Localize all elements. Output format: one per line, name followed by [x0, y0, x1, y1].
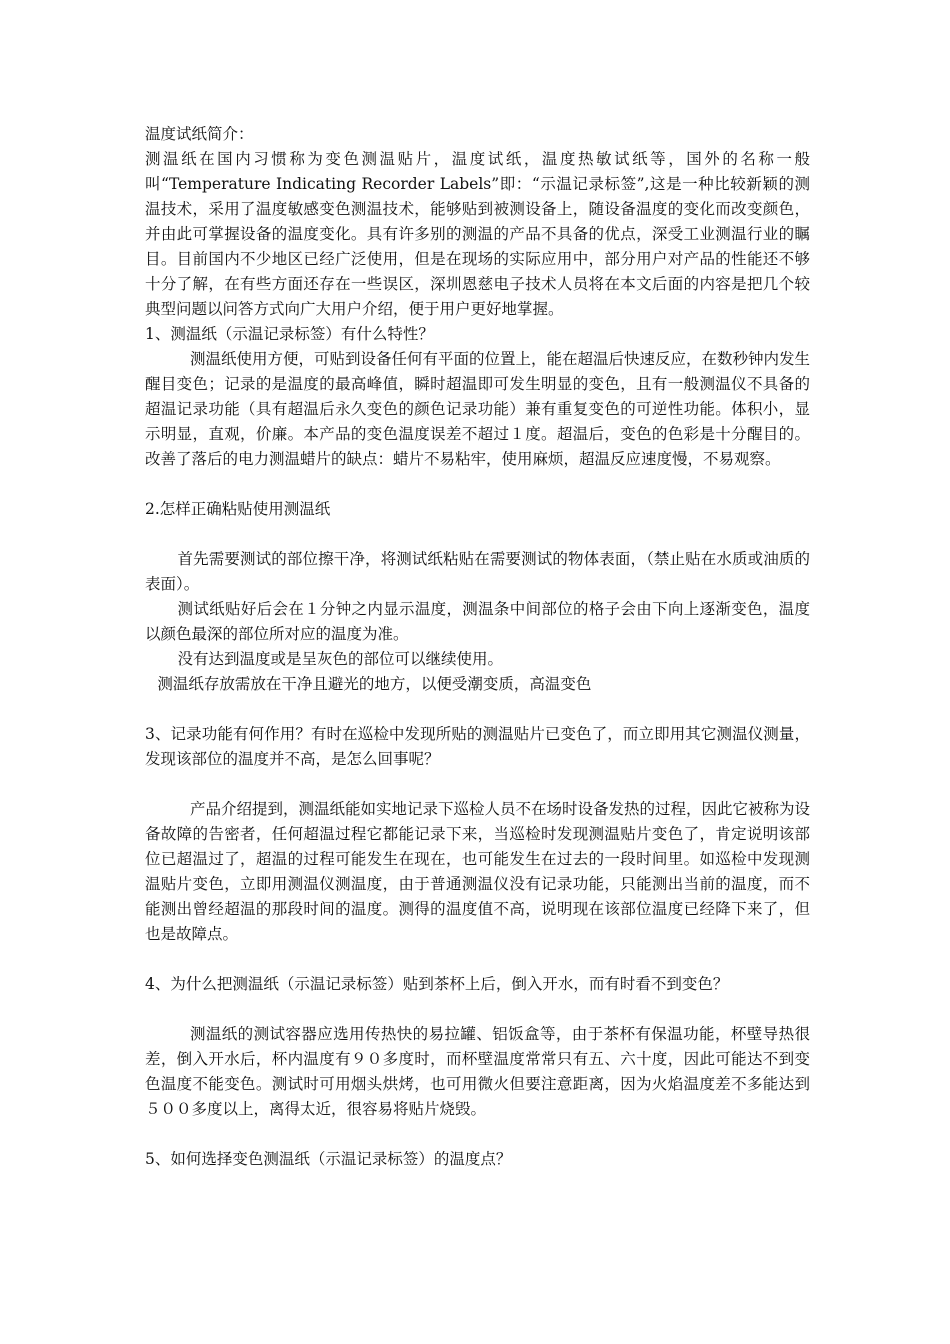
spacer — [145, 947, 810, 972]
document-page — [145, 122, 810, 1172]
spacer — [145, 472, 810, 497]
spacer — [145, 522, 810, 547]
q1-heading: 1、测温纸（示温记录标签）有什么特性？ — [145, 325, 434, 343]
q2-paragraph-4: 测温纸存放需放在干净且避光的地方，以便受潮变质，高温变色 — [157, 675, 592, 693]
intro-paragraph: 测温纸在国内习惯称为变色测温贴片，温度试纸，温度热敏试纸等，国外的名称一般叫“Temperature Indicating Recorder Labels”即：“示温记录标签”,这是一种比较新颖的测温技术，采用了温度敏感变色测温技术，能够贴到被测设备上，随设备温度的变化而改变颜色，并由此可掌握设备的温度变化。具有许多别的测温的产品不具备的优点，深受工业测温行业的瞩目。目前国内不少地区已经广泛使用，但是在现场的实际应用中，部分用户对产品的性能还不够十分了解，在有些方面还存在一些误区，深圳恩慈电子技术人员将在本文后面的内容是把几个较典型问题以问答方式向广大用户介绍，便于用户更好地掌握。 — [145, 150, 810, 318]
document-title: 温度试纸简介： — [145, 125, 254, 143]
spacer — [145, 772, 810, 797]
q1-body: 测温纸使用方便，可贴到设备任何有平面的位置上，能在超温后快速反应，在数秒钟内发生醒目变色；记录的是温度的最高峰值，瞬时超温即可发生明显的变色，且有一般测温仪不具备的超温记录功能（具有超温后永久变色的颜色记录功能）兼有重复变色的可逆性功能。体积小，显示明显，直观，价廉。本产品的变色温度误差不超过１度。超温后，变色的色彩是十分醒目的。改善了落后的电力测温蜡片的缺点：蜡片不易粘牢，使用麻烦，超温反应速度慢，不易观察。 — [145, 350, 810, 468]
q2-paragraph-2: 测试纸贴好后会在１分钟之内显示温度，测温条中间部位的格子会由下向上逐渐变色，温度以颜色最深的部位所对应的温度为准。 — [145, 600, 810, 643]
q4-heading: 4、为什么把测温纸（示温记录标签）贴到茶杯上后，倒入开水，而有时看不到变色？ — [145, 975, 729, 993]
q4-body: 测温纸的测试容器应选用传热快的易拉罐、铝饭盒等，由于茶杯有保温功能，杯壁导热很差，倒入开水后，杯内温度有９０多度时，而杯壁温度常常只有五、六十度，因此可能达不到变色温度不能变色。测试时可用烟头烘烤，也可用微火但要注意距离，因为火焰温度差不多能达到５００多度以上，离得太近，很容易将贴片烧毁。 — [145, 1025, 810, 1118]
q5-heading: 5、如何选择变色测温纸（示温记录标签）的温度点？ — [145, 1150, 512, 1168]
q2-heading: 2.怎样正确粘贴使用测温纸 — [145, 500, 331, 518]
q3-body: 产品介绍提到，测温纸能如实地记录下巡检人员不在场时设备发热的过程，因此它被称为设备故障的告密者，任何超温过程它都能记录下来，当巡检时发现测温贴片变色了，肯定说明该部位已超温过了，超温的过程可能发生在现在，也可能发生在过去的一段时间里。如巡检中发现测温贴片变色，立即用测温仪测温度，由于普通测温仪没有记录功能，只能测出当前的温度，而不能测出曾经超温的那段时间的温度。测得的温度值不高，说明现在该部位温度已经降下来了，但也是故障点。 — [145, 800, 810, 943]
q2-paragraph-3: 没有达到温度或是呈灰色的部位可以继续使用。 — [177, 650, 504, 668]
q3-heading: 3、记录功能有何作用？有时在巡检中发现所贴的测温贴片已变色了，而立即用其它测温仪测量，发现该部位的温度并不高，是怎么回事呢？ — [145, 725, 810, 768]
spacer — [145, 997, 810, 1022]
spacer — [145, 1122, 810, 1147]
q2-paragraph-1: 首先需要测试的部位擦干净，将测试纸粘贴在需要测试的物体表面，（禁止贴在水质或油质的表面）。 — [145, 550, 810, 593]
spacer — [145, 697, 810, 722]
